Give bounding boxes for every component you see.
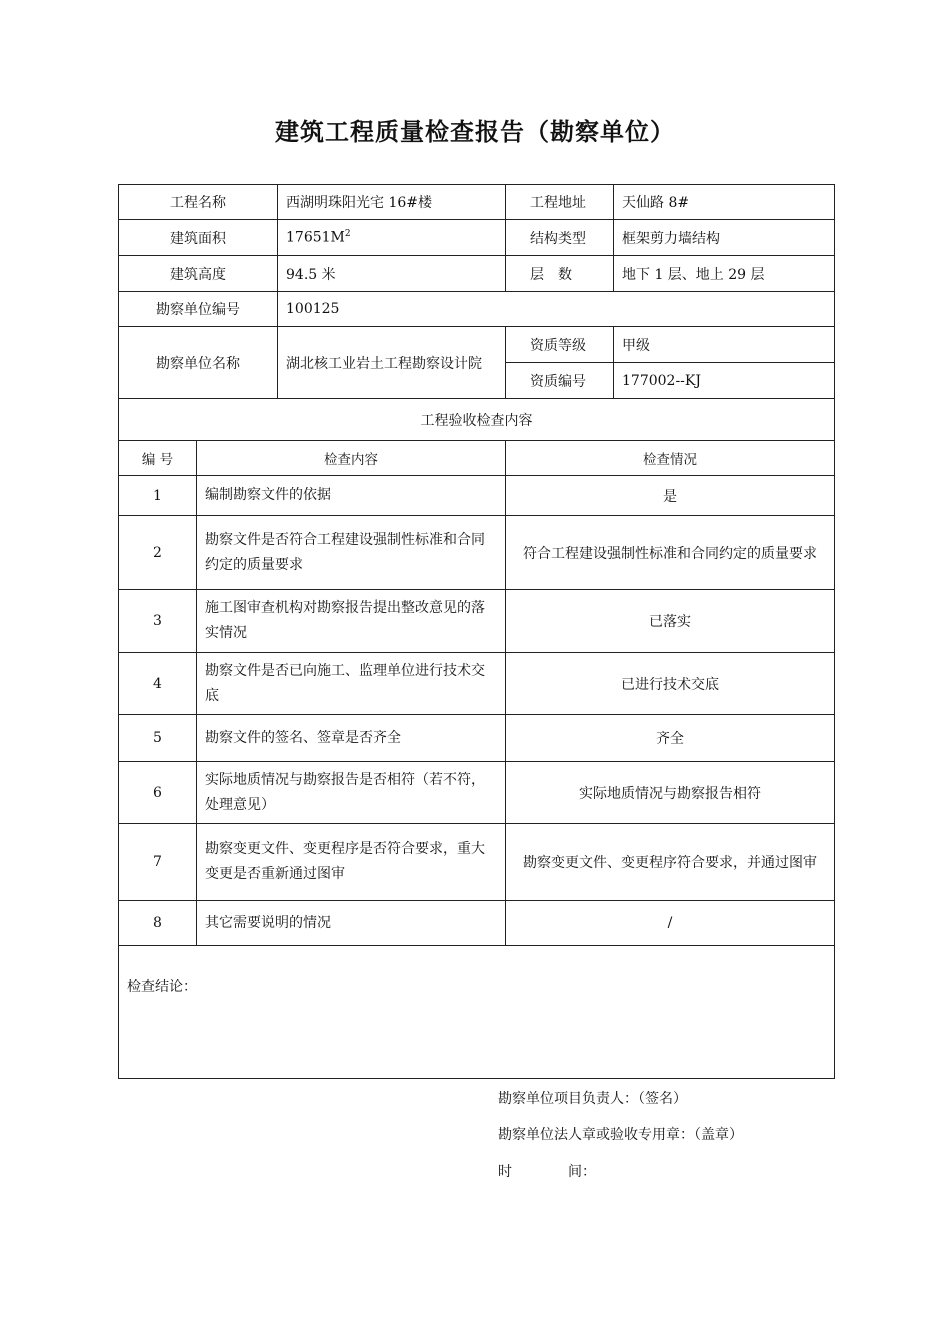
item-no: 1 [119,476,197,516]
item-no: 5 [119,715,197,762]
area-value-cell [278,220,506,256]
area-label: 建筑面积 [119,220,278,256]
structure-label: 结构类型 [506,220,614,256]
table-row [119,901,835,946]
section-title: 工程验收检查内容 [119,399,835,441]
unit-name-value: 湖北核工业岩土工程勘察设计院 [278,327,506,399]
table-row [119,590,835,653]
header-status: 检查情况 [506,441,835,476]
header-no: 编 号 [119,441,197,476]
address-value: 天仙路 8# [614,185,835,220]
item-content: 施工图审查机构对勘察报告提出整改意见的落实情况 [197,590,506,653]
document-title: 建筑工程质量检查报告（勘察单位） [275,118,675,146]
item-no: 6 [119,762,197,824]
table-row [119,653,835,715]
structure-value: 框架剪力墙结构 [614,220,835,256]
item-no: 3 [119,590,197,653]
conclusion-row [119,946,835,1079]
qualification-label: 资质等级 [506,327,614,363]
info-row-height [119,256,835,292]
height-label: 建筑高度 [119,256,278,292]
item-status: 齐全 [506,715,835,762]
item-status: 勘察变更文件、变更程序符合要求，并通过图审 [506,824,835,901]
conclusion-cell [119,946,835,1079]
table-row [119,762,835,824]
item-content: 勘察文件是否已向施工、监理单位进行技术交底 [197,653,506,715]
item-no: 7 [119,824,197,901]
cert-no-value: 177002--KJ [614,363,835,399]
info-row-area [119,220,835,256]
item-content: 勘察变更文件、变更程序是否符合要求，重大变更是否重新通过图审 [197,824,506,901]
item-status: 已进行技术交底 [506,653,835,715]
table-row [119,516,835,590]
item-content: 实际地质情况与勘察报告是否相符（若不符，处理意见） [197,762,506,824]
table-row [119,824,835,901]
floors-label: 层 数 [506,256,614,292]
item-content: 其它需要说明的情况 [197,901,506,946]
project-name-label: 工程名称 [119,185,278,220]
item-no: 2 [119,516,197,590]
floors-value: 地下 1 层、地上 29 层 [614,256,835,292]
section-title-row [119,399,835,441]
unit-code-value: 100125 [278,292,835,327]
item-no: 4 [119,653,197,715]
header-content: 检查内容 [197,441,506,476]
project-manager-signature-line: 勘察单位项目负责人：（签名） [498,1091,687,1107]
address-label: 工程地址 [506,185,614,220]
area-value: 17651M [286,229,345,246]
table-row [119,476,835,516]
area-unit-superscript: 2 [344,229,351,240]
conclusion-label: 检查结论： [127,979,197,995]
item-status: 实际地质情况与勘察报告相符 [506,762,835,824]
item-status: 符合工程建设强制性标准和合同约定的质量要求 [506,516,835,590]
item-status: 是 [506,476,835,516]
info-row-unit-name [119,327,835,363]
item-content: 勘察文件的签名、签章是否齐全 [197,715,506,762]
table-header-row [119,441,835,476]
unit-code-label: 勘察单位编号 [119,292,278,327]
time-line: 时 间： [498,1164,596,1180]
inspection-report-table [118,184,835,1079]
info-row-project [119,185,835,220]
item-no: 8 [119,901,197,946]
item-status: / [506,901,835,946]
seal-line: 勘察单位法人章或验收专用章：（盖章） [498,1127,743,1143]
height-value: 94.5 米 [278,256,506,292]
item-content: 编制勘察文件的依据 [197,476,506,516]
item-status: 已落实 [506,590,835,653]
unit-name-label: 勘察单位名称 [119,327,278,399]
project-name-value: 西湖明珠阳光宅 16#楼 [278,185,506,220]
table-row [119,715,835,762]
info-row-unit-code [119,292,835,327]
cert-no-label: 资质编号 [506,363,614,399]
qualification-value: 甲级 [614,327,835,363]
item-content: 勘察文件是否符合工程建设强制性标准和合同约定的质量要求 [197,516,506,590]
